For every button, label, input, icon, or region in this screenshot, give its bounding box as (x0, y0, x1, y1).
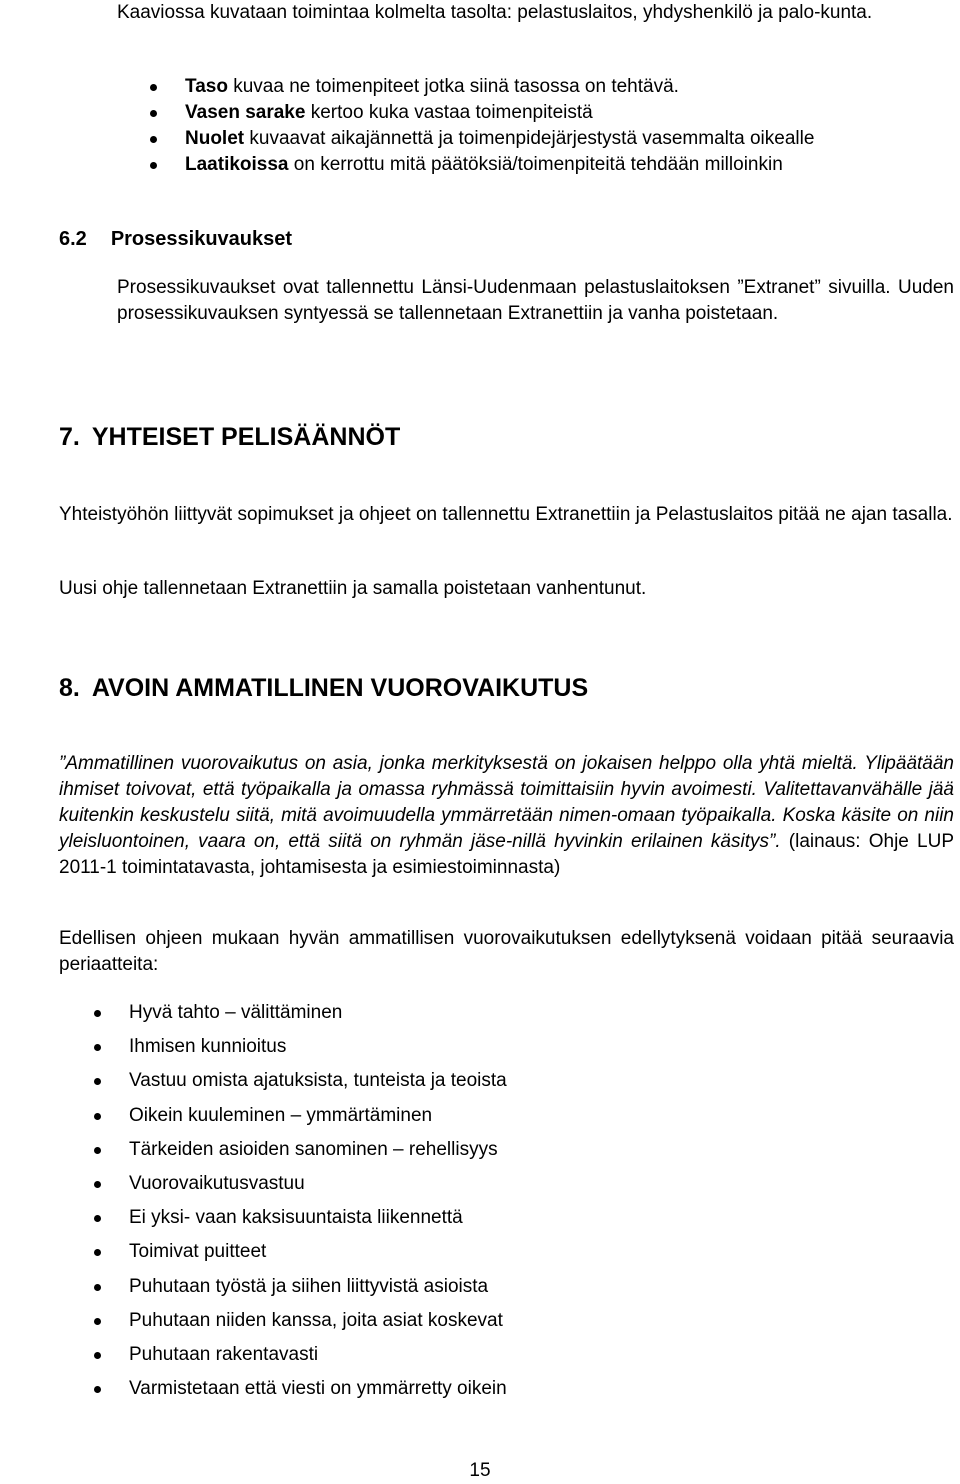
list-item: Vastuu omista ajatuksista, tunteista ja teoista (59, 1068, 954, 1102)
page-number: 15 (469, 1460, 491, 1481)
list-item: Tärkeiden asioiden sanominen – rehellisyys (59, 1137, 954, 1171)
citation-text: (lainaus: Ohje LUP 2011-1 toimintatavasta, johtamisesta ja esimiestoiminnasta) (59, 831, 954, 878)
list-item: Vuorovaikutusvastuu (59, 1171, 954, 1205)
section-8-lead: Edellisen ohjeen mukaan hyvän ammatillisen vuorovaikutuksen edellytyksenä voidaan pitää seuraavia periaatteita: (59, 928, 954, 975)
bullet-icon (150, 162, 157, 169)
bullet-icon (150, 84, 157, 91)
bullet-icon (94, 1249, 101, 1256)
section-heading-8: 8. AVOIN AMMATILLINEN VUOROVAIKUTUS (59, 674, 589, 702)
bullet-icon (94, 1215, 101, 1222)
intro-paragraph: Kaaviossa kuvataan toimintaa kolmelta tasolta: pelastuslaitos, yhdyshenkilö ja palo-kunta. (117, 2, 873, 23)
list-item: Vasen sarake kertoo kuka vastaa toimenpiteistä (117, 100, 954, 126)
bullet-icon (150, 110, 157, 117)
list-item: Ei yksi- vaan kaksisuuntaista liikennettä (59, 1205, 954, 1239)
principles-list (59, 1000, 954, 1410)
section-7-paragraph-1: Yhteistyöhön liittyvät sopimukset ja ohjeet on tallennettu Extranettiin ja Pelastuslaitos pitää ne ajan tasalla. (59, 504, 953, 525)
bullet-icon (94, 1181, 101, 1188)
bullet-icon (94, 1386, 101, 1393)
list-item: Ihmisen kunnioitus (59, 1034, 954, 1068)
list-item: Puhutaan työstä ja siihen liittyvistä asioista (59, 1274, 954, 1308)
bullet-icon (94, 1284, 101, 1291)
list-item: Hyvä tahto – välittäminen (59, 1000, 954, 1034)
bullet-icon (94, 1113, 101, 1120)
list-item: Laatikoissa on kerrottu mitä päätöksiä/toimenpiteitä tehdään milloinkin (117, 152, 954, 178)
bullet-icon (150, 136, 157, 143)
bullet-icon (94, 1352, 101, 1359)
bullet-icon (94, 1318, 101, 1325)
list-item: Varmistetaan että viesti on ymmärretty oikein (59, 1376, 954, 1410)
section-6-2-body: Prosessikuvaukset ovat tallennettu Länsi-Uudenmaan pelastuslaitoksen ”Extranet” sivuilla. Uuden prosessikuvauksen syntyessä se tallennetaan Extranettiin ja vanha poistetaan. (117, 277, 954, 324)
quote-text: ”Ammatillinen vuorovaikutus on asia, jonka merkityksestä on jokaisen helppo olla yhtä mieltä. Ylipäätään ihmiset toivovat, että työpaikalla ja omassa ryhmässä toimittaisiin hyvin avoimesti. Valitettavanvähälle jää kuitenkin keskustelu siitä, mitä avoimuudella ymmärretään nimen-omaan työpaikalla. Koska käsite on niin yleisluontoinen, vaara on, että siitä on ryhmän jäse-nillä hyvinkin erilainen käsitys”. (59, 753, 954, 852)
section-heading-7: 7. YHTEISET PELISÄÄNNÖT (59, 423, 401, 451)
list-item: Toimivat puitteet (59, 1239, 954, 1273)
section-7-paragraph-2: Uusi ohje tallennetaan Extranettiin ja samalla poistetaan vanhentunut. (59, 578, 647, 599)
list-item: Oikein kuuleminen – ymmärtäminen (59, 1103, 954, 1137)
bullet-icon (94, 1010, 101, 1017)
list-item: Nuolet kuvaavat aikajännettä ja toimenpidejärjestystä vasemmalta oikealle (117, 126, 954, 152)
bullet-icon (94, 1044, 101, 1051)
list-item: Puhutaan niiden kanssa, joita asiat koskevat (59, 1308, 954, 1342)
bullet-icon (94, 1078, 101, 1085)
section-8-quote-paragraph (59, 751, 954, 881)
section-heading-6-2: 6.2 Prosessikuvaukset (59, 228, 293, 250)
list-item: Puhutaan rakentavasti (59, 1342, 954, 1376)
bullet-icon (94, 1147, 101, 1154)
list-item: Taso kuvaa ne toimenpiteet jotka siinä tasossa on tehtävä. (117, 74, 954, 100)
legend-list (117, 74, 954, 178)
